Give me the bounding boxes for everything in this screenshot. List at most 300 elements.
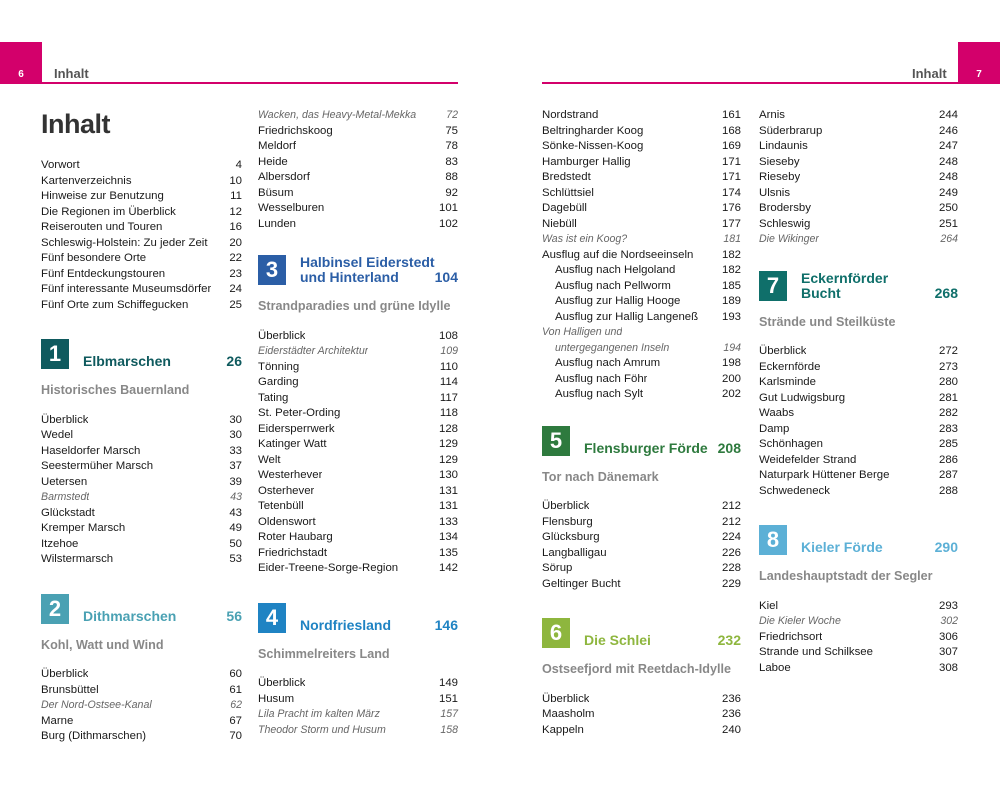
toc-entry-page: 16 <box>229 221 242 233</box>
toc-entry[interactable] <box>542 577 741 593</box>
toc-entry-title: untergegangenen Inseln <box>555 341 670 354</box>
toc-entry-title: Überblick <box>542 692 590 705</box>
toc-entry-page: 60 <box>229 668 242 680</box>
chapter-7-number: 7 <box>759 271 787 301</box>
toc-entry[interactable] <box>759 422 958 438</box>
toc-entry-title: Lindaunis <box>759 140 808 152</box>
toc-entry[interactable] <box>258 344 458 360</box>
toc-entry[interactable] <box>542 515 741 531</box>
toc-entry[interactable] <box>759 406 958 422</box>
toc-entry-title: Wacken, das Heavy-Metal-Mekka <box>258 109 417 121</box>
chapter-2-list <box>41 667 242 745</box>
toc-entry-title: Wedel <box>41 429 74 441</box>
toc-entry[interactable] <box>258 186 458 202</box>
toc-entry-page: 135 <box>438 546 458 559</box>
toc-entry-page: 182 <box>721 248 741 261</box>
chapter-6-subtitle: Ostseefjord mit Reetdach-Idylle <box>542 662 731 676</box>
toc-entry[interactable] <box>41 490 242 506</box>
toc-entry[interactable] <box>542 294 741 310</box>
toc-entry[interactable] <box>41 298 242 314</box>
toc-entry-page: 212 <box>721 500 741 512</box>
toc-entry-page: 117 <box>439 391 458 404</box>
toc-entry-page: 37 <box>229 460 242 472</box>
toc-entry-title: Beltringharder Koog <box>542 124 644 137</box>
toc-entry-page: 169 <box>721 140 741 152</box>
toc-entry-title: Brunsbüttel <box>41 683 99 696</box>
toc-entry[interactable] <box>542 341 741 357</box>
toc-entry[interactable] <box>258 406 458 422</box>
toc-entry-title: Laboe <box>759 661 791 674</box>
toc-entry-title: Eider-Treene-Sorge-Region <box>258 562 399 574</box>
chapter-4-title: Nordfriesland <box>300 616 392 633</box>
chapter-1-page: 26 <box>226 353 242 369</box>
toc-entry-page: 189 <box>721 295 741 307</box>
chapter-3-number: 3 <box>258 255 286 285</box>
toc-entry-page: 224 <box>721 531 741 543</box>
toc-entry-title: Friedrichskoog <box>258 124 333 137</box>
toc-entry[interactable] <box>41 506 242 522</box>
toc-entry[interactable] <box>258 124 458 140</box>
toc-entry[interactable] <box>41 282 242 298</box>
chapter-5-page: 208 <box>717 439 741 456</box>
toc-entry-title: Niebüll <box>542 217 577 230</box>
toc-entry[interactable] <box>258 375 458 391</box>
toc-entry-page: 134 <box>438 531 458 543</box>
toc-entry-page: 43 <box>229 506 242 519</box>
toc-entry-title: Brodersby <box>759 202 811 214</box>
toc-entry-page: 33 <box>229 444 242 457</box>
toc-entry-title: Die Kieler Woche <box>759 615 841 627</box>
toc-entry-title: Schlüttsiel <box>542 186 594 199</box>
toc-entry-title: Eckernförde <box>759 360 821 373</box>
toc-entry[interactable] <box>41 698 242 714</box>
toc-entry-page: 272 <box>938 345 958 357</box>
toc-entry[interactable] <box>542 356 741 372</box>
toc-entry[interactable] <box>542 155 741 171</box>
toc-entry-page: 264 <box>940 233 958 245</box>
toc-entry-page: 161 <box>721 109 741 121</box>
toc-entry-page: 39 <box>229 475 242 488</box>
toc-entry-title: Sieseby <box>759 155 800 168</box>
chapter-6-heading[interactable] <box>542 618 741 648</box>
toc-entry[interactable] <box>41 189 242 205</box>
toc-entry[interactable] <box>258 676 458 692</box>
toc-entry[interactable] <box>542 124 741 140</box>
toc-entry-page: 130 <box>438 469 458 481</box>
chapter-1-title: Elbmarschen <box>83 353 171 369</box>
toc-entry-page: 23 <box>229 267 242 280</box>
toc-entry-title: Itzehoe <box>41 537 79 550</box>
toc-entry-page: 250 <box>938 202 958 214</box>
toc-entry[interactable] <box>41 413 242 429</box>
toc-entry-title: Rieseby <box>759 171 801 183</box>
toc-entry-page: 50 <box>229 537 242 550</box>
toc-entry-page: 151 <box>438 692 458 705</box>
toc-entry-page: 177 <box>721 217 741 230</box>
chapter-8-title: Kieler Förde <box>801 539 883 555</box>
toc-entry-page: 307 <box>938 646 958 658</box>
toc-entry-page: 43 <box>230 491 242 503</box>
toc-entry[interactable] <box>542 263 741 279</box>
toc-entry[interactable] <box>258 391 458 407</box>
toc-entry[interactable] <box>258 139 458 155</box>
chapter-4-heading[interactable] <box>258 603 458 633</box>
toc-entry-title: Die Regionen im Überblick <box>41 205 176 218</box>
toc-entry-title: Fünf besondere Orte <box>41 252 147 264</box>
toc-entry[interactable] <box>759 375 958 391</box>
toc-entry-page: 200 <box>721 372 741 385</box>
toc-entry-page: 168 <box>721 124 741 137</box>
toc-entry-title: Bredstedt <box>542 171 591 183</box>
chapter-5-title: Flensburger Förde <box>584 439 708 456</box>
chapter-5-list <box>542 499 741 592</box>
toc-entry[interactable] <box>542 310 741 326</box>
toc-entry-title: Tönning <box>258 360 300 373</box>
toc-entry[interactable] <box>542 279 741 295</box>
toc-entry-title: Eiderstädter Architektur <box>258 345 369 357</box>
toc-entry-page: 129 <box>438 453 458 466</box>
toc-entry-title: Weidefelder Strand <box>759 453 857 466</box>
toc-entry[interactable] <box>542 201 741 217</box>
page-number-left: 6 <box>0 42 42 83</box>
toc-entry[interactable] <box>542 248 741 264</box>
chapter-3-page: 104 <box>434 269 458 285</box>
toc-entry[interactable] <box>542 139 741 155</box>
toc-entry[interactable] <box>258 217 458 233</box>
toc-entry-title: Kappeln <box>542 723 584 736</box>
toc-entry-title: Damp <box>759 422 790 435</box>
toc-entry-page: 88 <box>445 171 458 183</box>
toc-entry-title: Dagebüll <box>542 202 587 214</box>
toc-entry[interactable] <box>258 484 458 500</box>
toc-entry[interactable] <box>258 170 458 186</box>
toc-entry[interactable] <box>759 468 958 484</box>
toc-entry-page: 131 <box>438 500 458 512</box>
chapter-6-number: 6 <box>542 618 570 648</box>
toc-entry[interactable] <box>542 170 741 186</box>
toc-entry-page: 10 <box>229 174 242 187</box>
toc-entry[interactable] <box>542 217 741 233</box>
toc-entry[interactable] <box>41 537 242 553</box>
chapter-2-heading[interactable] <box>41 594 242 624</box>
page-number-right: 7 <box>958 42 1000 83</box>
toc-entry-title: Westerhever <box>258 469 323 481</box>
toc-entry[interactable] <box>759 437 958 453</box>
toc-entry-title: Theodor Storm und Husum <box>258 723 386 736</box>
toc-entry[interactable] <box>759 139 958 155</box>
toc-entry[interactable] <box>41 220 242 236</box>
toc-entry-title: Ulsnis <box>759 186 791 199</box>
toc-entry-title: Süderbrarup <box>759 124 823 137</box>
chapter-8-heading[interactable] <box>759 525 958 555</box>
chapter-7-title-line-2: Bucht <box>801 284 841 301</box>
toc-entry[interactable] <box>759 186 958 202</box>
toc-entry[interactable] <box>759 170 958 186</box>
toc-entry-title: Überblick <box>542 500 590 512</box>
toc-entry-page: 102 <box>438 217 458 230</box>
toc-entry-page: 212 <box>721 515 741 528</box>
toc-entry-title: Ausflug nach Föhr <box>555 372 648 385</box>
toc-entry[interactable] <box>41 428 242 444</box>
toc-entry-page: 281 <box>938 391 958 404</box>
toc-entry[interactable] <box>258 707 458 723</box>
toc-entry-page: 149 <box>438 677 458 689</box>
toc-entry-title: Wilstermarsch <box>41 553 114 565</box>
toc-entry[interactable] <box>759 391 958 407</box>
chapter-2-subtitle: Kohl, Watt und Wind <box>41 637 164 652</box>
toc-entry-title: Ausflug nach Amrum <box>555 357 661 369</box>
toc-entry[interactable] <box>759 599 958 615</box>
toc-entry[interactable] <box>542 546 741 562</box>
toc-entry-page: 129 <box>438 438 458 450</box>
toc-entry[interactable] <box>542 108 741 124</box>
toc-entry-title: Albersdorf <box>258 171 310 183</box>
toc-entry-page: 22 <box>229 252 242 264</box>
toc-column-2 <box>258 108 458 738</box>
toc-entry-title: Geltinger Bucht <box>542 577 621 590</box>
toc-entry-page: 53 <box>229 553 242 565</box>
column-4-top-list <box>759 108 958 248</box>
toc-entry-title: Haseldorfer Marsch <box>41 444 141 457</box>
toc-entry[interactable] <box>41 459 242 475</box>
toc-entry-title: Uetersen <box>41 475 88 488</box>
toc-entry-page: 273 <box>938 360 958 373</box>
toc-entry-title: Ausflug zur Hallig Hooge <box>555 295 681 307</box>
toc-entry-page: 12 <box>229 205 242 218</box>
toc-entry[interactable] <box>542 499 741 515</box>
toc-entry-page: 193 <box>721 310 741 323</box>
toc-entry[interactable] <box>542 723 741 739</box>
toc-entry[interactable] <box>41 683 242 699</box>
toc-entry-page: 308 <box>938 661 958 674</box>
toc-entry[interactable] <box>258 108 458 124</box>
toc-entry-title: Barmstedt <box>41 491 90 503</box>
chapter-5-heading[interactable] <box>542 426 741 456</box>
chapter-4-page: 146 <box>434 616 458 633</box>
toc-entry-title: Heide <box>258 155 288 168</box>
chapter-2-page: 56 <box>226 607 242 624</box>
toc-entry[interactable] <box>759 630 958 646</box>
toc-entry-page: 182 <box>721 264 741 276</box>
toc-entry[interactable] <box>759 344 958 360</box>
toc-entry-page: 287 <box>938 469 958 481</box>
toc-entry-page: 171 <box>721 171 741 183</box>
chapter-6-page: 232 <box>717 632 741 648</box>
toc-entry[interactable] <box>759 453 958 469</box>
toc-entry-title: Reiserouten und Touren <box>41 221 163 233</box>
toc-entry[interactable] <box>41 667 242 683</box>
toc-entry[interactable] <box>759 108 958 124</box>
toc-entry[interactable] <box>759 661 958 677</box>
toc-entry-title: Fünf Entdeckungstouren <box>41 267 166 280</box>
toc-entry-page: 131 <box>438 484 458 497</box>
toc-entry-title: Ausflug auf die Nordseeinseln <box>542 248 694 261</box>
toc-entry-page: 49 <box>229 522 242 534</box>
chapter-6-title: Die Schlei <box>584 632 651 648</box>
toc-entry[interactable] <box>41 475 242 491</box>
toc-entry-title: Nordstrand <box>542 109 599 121</box>
toc-entry-title: Lila Pracht im kalten März <box>258 708 380 720</box>
toc-entry-title: Fünf Orte zum Schiffegucken <box>41 298 189 311</box>
toc-entry-title: Friedrichstadt <box>258 546 328 559</box>
chapter-7-subtitle: Strände und Steilküste <box>759 314 896 329</box>
toc-entry[interactable] <box>41 521 242 537</box>
toc-entry-page: 236 <box>721 708 741 720</box>
chapter-5-subtitle: Tor nach Dänemark <box>542 469 659 484</box>
toc-entry[interactable] <box>759 484 958 500</box>
toc-entry-title: Oldenswort <box>258 515 316 528</box>
toc-entry-title: Seestermüher Marsch <box>41 460 154 472</box>
toc-entry-page: 109 <box>440 345 458 357</box>
toc-entry-title: Gut Ludwigsburg <box>759 391 846 404</box>
header-rule-right <box>542 82 1000 84</box>
toc-entry-title: Vorwort <box>41 159 80 171</box>
chapter-1-heading[interactable] <box>41 339 242 369</box>
toc-entry[interactable] <box>542 232 741 248</box>
toc-entry-page: 293 <box>938 599 958 612</box>
toc-entry[interactable] <box>258 422 458 438</box>
toc-entry[interactable] <box>41 729 242 745</box>
toc-entry-title: Welt <box>258 453 281 466</box>
toc-entry-page: 158 <box>440 723 458 736</box>
toc-entry-page: 247 <box>938 140 958 152</box>
toc-entry-title: Von Halligen und <box>542 326 623 338</box>
toc-entry-page: 20 <box>229 236 242 249</box>
toc-entry-page: 306 <box>938 630 958 643</box>
toc-entry[interactable] <box>258 499 458 515</box>
chapter-7-page: 268 <box>934 284 958 301</box>
toc-entry[interactable] <box>258 692 458 708</box>
toc-entry[interactable] <box>41 174 242 190</box>
toc-entry-page: 11 <box>230 190 242 202</box>
toc-entry-page: 128 <box>438 422 458 435</box>
chapter-3-title-line-1: Halbinsel Eiderstedt <box>300 254 435 270</box>
toc-column-4 <box>759 108 958 676</box>
toc-entry[interactable] <box>542 372 741 388</box>
toc-entry[interactable] <box>41 444 242 460</box>
toc-entry[interactable] <box>258 546 458 562</box>
toc-entry[interactable] <box>41 251 242 267</box>
toc-entry-title: Kremper Marsch <box>41 522 126 534</box>
toc-entry[interactable] <box>258 201 458 217</box>
toc-entry[interactable] <box>542 707 741 723</box>
toc-entry-title: Was ist ein Koog? <box>542 233 628 245</box>
toc-entry[interactable] <box>542 387 741 403</box>
toc-entry[interactable] <box>759 124 958 140</box>
toc-entry-title: Waabs <box>759 407 795 419</box>
toc-entry[interactable] <box>41 267 242 283</box>
toc-entry-title: Schleswig-Holstein: Zu jeder Zeit <box>41 236 208 249</box>
toc-entry-page: 30 <box>229 429 242 441</box>
chapter-1-list <box>41 413 242 568</box>
toc-column-3 <box>542 108 741 738</box>
toc-entry[interactable] <box>542 530 741 546</box>
toc-entry[interactable] <box>258 723 458 739</box>
toc-entry[interactable] <box>258 437 458 453</box>
toc-entry-title: Überblick <box>258 329 306 342</box>
toc-entry[interactable] <box>258 155 458 171</box>
toc-entry-page: 157 <box>440 708 458 720</box>
toc-entry[interactable] <box>258 561 458 577</box>
toc-entry[interactable] <box>41 158 242 174</box>
toc-entry[interactable] <box>258 360 458 376</box>
toc-entry-title: Schönhagen <box>759 438 823 450</box>
toc-entry[interactable] <box>759 201 958 217</box>
toc-entry-page: 142 <box>438 562 458 574</box>
toc-entry[interactable] <box>759 614 958 630</box>
toc-entry-title: Kiel <box>759 599 778 612</box>
toc-entry[interactable] <box>258 468 458 484</box>
toc-entry-page: 62 <box>230 699 242 711</box>
toc-entry-title: Hinweise zur Benutzung <box>41 190 164 202</box>
toc-entry[interactable] <box>759 155 958 171</box>
toc-column-1 <box>41 108 242 745</box>
toc-entry-page: 282 <box>938 407 958 419</box>
toc-entry-page: 244 <box>938 109 958 121</box>
toc-entry[interactable] <box>759 217 958 233</box>
toc-entry-page: 285 <box>938 438 958 450</box>
toc-entry[interactable] <box>759 360 958 376</box>
toc-entry-title: Arnis <box>759 109 785 121</box>
chapter-7-list <box>759 344 958 499</box>
toc-entry-title: Wesselburen <box>258 202 325 214</box>
chapter-4-list <box>258 676 458 738</box>
toc-entry-title: Eidersperrwerk <box>258 422 335 435</box>
toc-entry-page: 70 <box>229 730 242 742</box>
toc-entry[interactable] <box>41 552 242 568</box>
toc-entry-title: Überblick <box>41 413 89 426</box>
toc-entry-title: Roter Haubarg <box>258 531 333 543</box>
toc-entry[interactable] <box>258 329 458 345</box>
chapter-7-heading[interactable] <box>759 271 958 301</box>
toc-entry-title: Lunden <box>258 217 297 230</box>
toc-entry-title: St. Peter-Ording <box>258 407 341 419</box>
toc-entry[interactable] <box>542 186 741 202</box>
toc-entry[interactable] <box>542 692 741 708</box>
toc-entry-title: Osterhever <box>258 484 315 497</box>
toc-entry[interactable] <box>759 645 958 661</box>
chapter-8-page: 290 <box>934 539 958 555</box>
toc-entry-title: Überblick <box>759 345 807 357</box>
toc-entry[interactable] <box>542 561 741 577</box>
toc-entry[interactable] <box>258 530 458 546</box>
page-title: Inhalt <box>41 109 110 139</box>
toc-entry[interactable] <box>41 714 242 730</box>
toc-entry-title: Ausflug nach Pellworm <box>555 279 671 292</box>
chapter-3-heading[interactable] <box>258 255 458 285</box>
chapter-3-list <box>258 329 458 577</box>
toc-entry-page: 114 <box>439 376 458 388</box>
toc-entry-title: Tetenbüll <box>258 500 304 512</box>
toc-entry-page: 72 <box>446 109 458 121</box>
toc-entry-page: 185 <box>721 279 741 292</box>
toc-entry-page: 25 <box>229 298 242 311</box>
toc-entry-title: Ausflug nach Sylt <box>555 388 644 400</box>
column-2-top-list <box>258 108 458 232</box>
chapter-4-subtitle: Schimmelreiters Land <box>258 646 390 661</box>
toc-entry[interactable] <box>41 205 242 221</box>
toc-entry-page: 240 <box>721 723 741 736</box>
toc-entry[interactable] <box>41 236 242 252</box>
chapter-2-number: 2 <box>41 594 69 624</box>
toc-entry[interactable] <box>258 515 458 531</box>
chapter-3-title <box>286 255 435 285</box>
toc-entry-page: 248 <box>938 155 958 168</box>
toc-entry[interactable] <box>542 325 741 341</box>
toc-entry[interactable] <box>759 232 958 248</box>
toc-entry-title: Glücksburg <box>542 531 600 543</box>
toc-entry[interactable] <box>258 453 458 469</box>
